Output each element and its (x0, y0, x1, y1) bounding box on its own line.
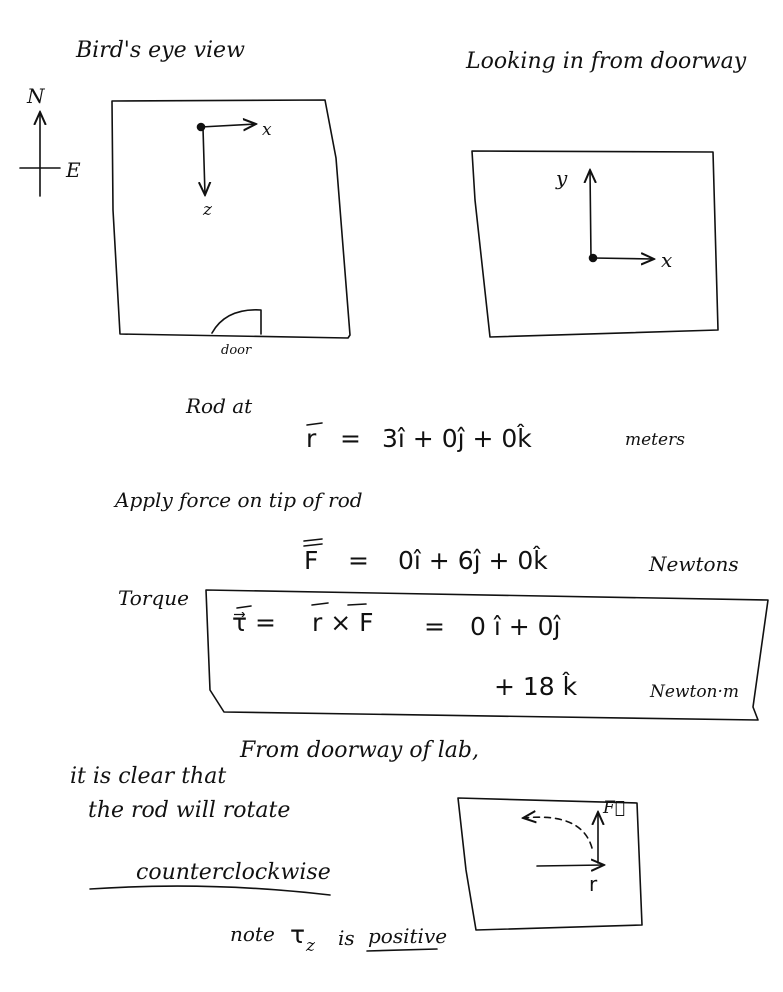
compass-east-label: E (66, 158, 81, 182)
compass-icon (20, 112, 60, 196)
note-prefix: note (230, 922, 275, 946)
z-axis-arrow (203, 128, 205, 195)
force-equals: = (348, 546, 369, 575)
rod-units: meters (625, 430, 685, 450)
rod-expression: 3î + 0ĵ + 0k̂ (382, 424, 532, 453)
tau-symbol: τ (290, 920, 306, 949)
tau-subscript: z (306, 936, 315, 956)
door-arc (212, 310, 261, 334)
compass-north-label: N (27, 84, 45, 108)
doorway-view-title: Looking in from doorway (466, 49, 747, 74)
conclusion-line-2: it is clear that (70, 764, 227, 789)
rod-equals: = (340, 424, 361, 453)
y-axis-label: y (556, 166, 568, 190)
rod-intro: Rod at (186, 394, 253, 418)
force-intro: Apply force on tip of rod (115, 488, 363, 512)
rod-sketch-label: r (589, 872, 598, 896)
force-expression: 0î + 6ĵ + 0k̂ (398, 546, 548, 575)
x-axis-label-right: x (661, 248, 673, 272)
door-label: door (221, 343, 252, 358)
conclusion-line-1: From doorway of lab, (240, 738, 479, 763)
force-vector-symbol: F (304, 546, 319, 575)
rod-arrow (537, 865, 604, 866)
torque-label: Torque (118, 586, 189, 610)
x-axis-label-top: x (262, 120, 272, 140)
force-units: Newtons (649, 552, 739, 576)
doorway-room-outline (472, 151, 718, 337)
conclusion-line-3: the rod will rotate (88, 798, 291, 823)
note-mid: is (338, 926, 355, 950)
rotation-arrow (523, 817, 592, 848)
x-axis-arrow-right (593, 258, 654, 259)
torque-equals: = (424, 612, 445, 641)
force-sketch-label: F⃗ (603, 798, 625, 818)
torque-continuation: + 18 k̂ (494, 672, 578, 701)
rod-vector-symbol: r (306, 424, 317, 453)
torque-lhs: τ⃗ = (232, 608, 276, 637)
rotation-direction: counterclockwise (136, 860, 331, 885)
note-positive: positive (368, 924, 448, 948)
y-axis-arrow (590, 170, 591, 258)
birds-eye-title: Bird's eye view (76, 38, 245, 63)
torque-units: Newton·m (650, 682, 740, 702)
x-axis-arrow-top (201, 124, 256, 127)
torque-expression: 0 î + 0ĵ (470, 612, 561, 641)
counterclockwise-underline (90, 886, 330, 895)
birds-eye-room-outline (112, 100, 350, 338)
torque-cross: r × F (312, 608, 374, 637)
z-axis-label: z (203, 200, 212, 220)
